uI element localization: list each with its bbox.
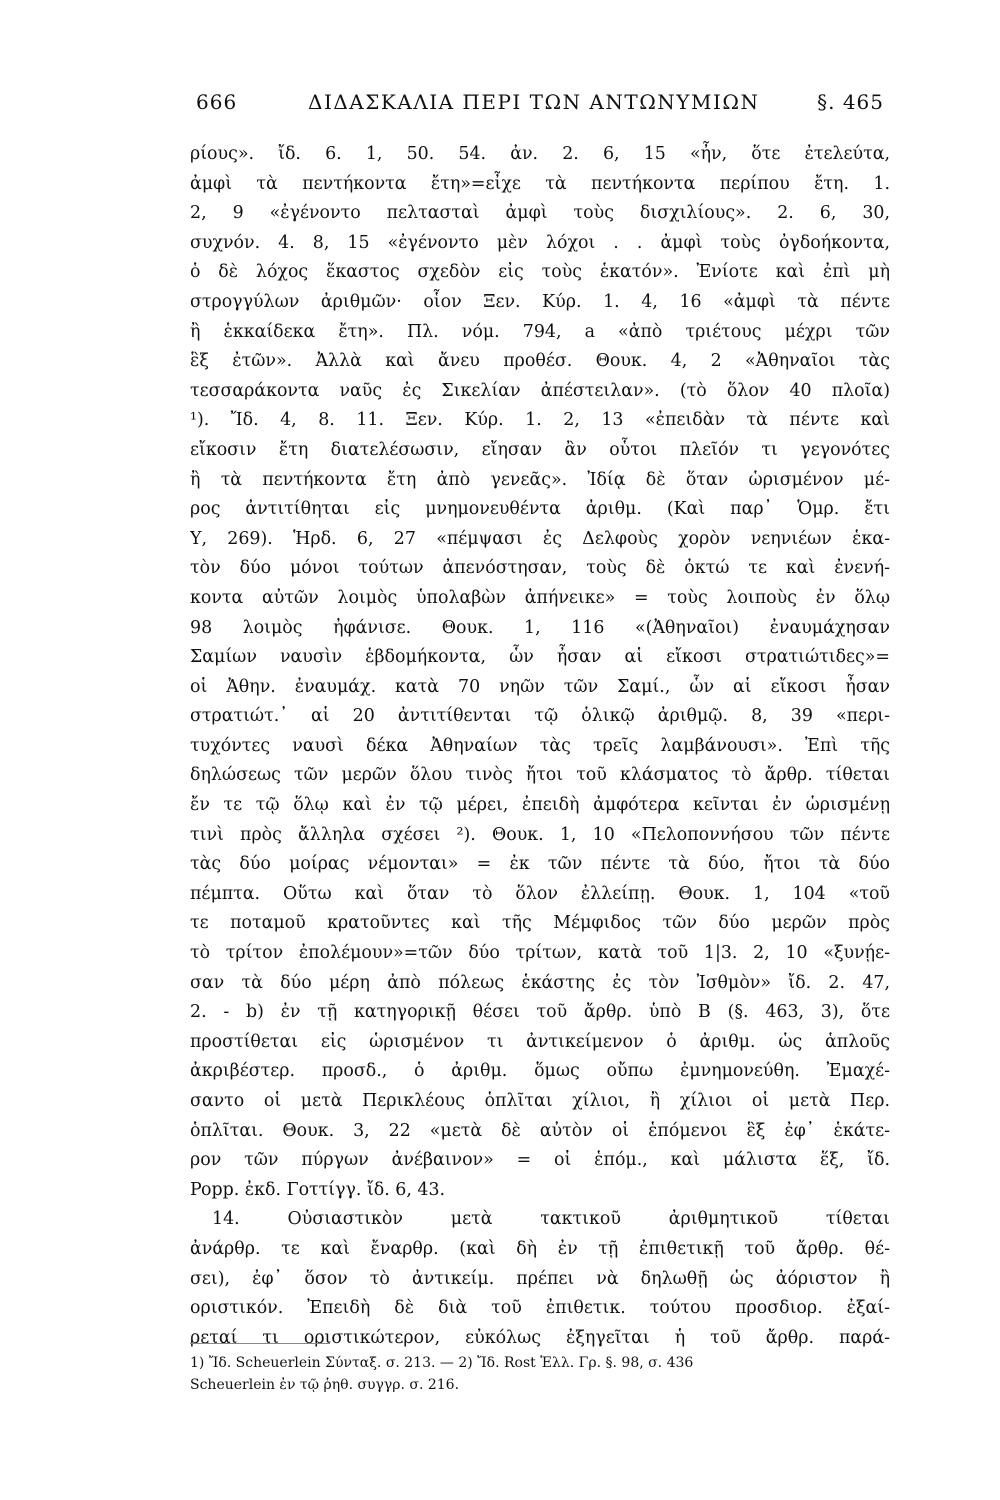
text-line: εἴκοσιν ἔτη διατελέσωσιν, εἴησαν ἂν οὗτοι πλεῖόν τι γεγονότες: [190, 439, 890, 460]
text-line: ρος ἀντιτίθηται εἰς μνημονευθέντα ἀριθμ. (Καὶ παρ᾽ Ὁμρ. ἔτι: [190, 499, 890, 520]
running-title: ΔΙΔΑΣΚΑΛΙΑ ΠΕΡΙ ΤΩΝ ΑΝΤΩΝΥΜΙΩΝ: [308, 90, 760, 114]
text-line: ἀμφὶ τὰ πεντήκοντα ἔτη»=εἶχε τὰ πεντήκοντα περίπου ἔτη. 1.: [190, 173, 890, 194]
text-line: σαντο οἱ μετὰ Περικλέους ὁπλῖται χίλιοι, ἢ χίλιοι οἱ μετὰ Περ.: [190, 1091, 890, 1111]
text-line: 2, 9 «ἐγένοντο πελτασταὶ ἀμφὶ τοὺς δισχιλίους». 2. 6, 30,: [190, 203, 890, 224]
text-line: κοντα αὐτῶν λοιμὸς ὑπολαβὼν ἀπήνεικε» = τοὺς λοιποὺς ἐν ὅλῳ: [190, 587, 890, 608]
footnote-rule: [190, 1343, 330, 1344]
text-line: ἀκριβέστερ. προσδ., ὁ ἀριθμ. ὅμως οὔπω ἐμνημονεύθη. Ἐμαχέ-: [190, 1061, 890, 1082]
text-line: ρον τῶν πύργων ἀνέβαινον» = οἱ ἑπόμ., καὶ μάλιστα ἕξ, ἴδ.: [190, 1150, 890, 1171]
text-line: Popp. ἐκδ. Γοττίγγ. ἴδ. 6, 43.: [190, 1179, 446, 1200]
text-line: συχνόν. 4. 8, 15 «ἐγένοντο μὲν λόχοι . . ἀμφὶ τοὺς ὀγδοήκοντα,: [190, 232, 890, 253]
text-line: τεσσαράκοντα ναῦς ἐς Σικελίαν ἀπέστειλαν». (τὸ ὅλον 40 πλοῖα): [190, 380, 890, 401]
text-line: τε ποταμοῦ κρατοῦντες καὶ τῆς Μέμφιδος τῶν δύο μερῶν πρὸς: [190, 913, 890, 934]
text-line: ἀνάρθρ. τε καὶ ἔναρθρ. (καὶ δὴ ἐν τῇ ἐπιθετικῇ τοῦ ἄρθρ. θέ-: [190, 1238, 890, 1259]
text-line: τὰς δύο μοίρας νέμονται» = ἐκ τῶν πέντε τὰ δύο, ἤτοι τὰ δύο: [190, 854, 890, 875]
text-line: ὁπλῖται. Θουκ. 3, 22 «μετὰ δὲ αὐτὸν οἱ ἑπόμενοι ἓξ ἐφ᾽ ἑκάτε-: [190, 1120, 890, 1141]
text-line: ἔν τε τῷ ὅλῳ καὶ ἐν τῷ μέρει, ἐπειδὴ ἀμφότερα κεῖνται ἐν ὡρισμένῃ: [190, 795, 890, 816]
text-line: οἱ Ἀθην. ἐναυμάχ. κατὰ 70 νηῶν τῶν Σαμί., ὧν αἱ εἴκοσι ἦσαν: [190, 676, 890, 697]
text-line: προστίθεται εἰς ὡρισμένον τι ἀντικείμενον ὁ ἀριθμ. ὡς ἁπλοῦς: [190, 1031, 890, 1052]
section-number: §. 465: [817, 90, 884, 114]
text-line: σαν τὰ δύο μέρη ἀπὸ πόλεως ἑκάστης ἐς τὸν Ἰσθμὸν» ἴδ. 2. 47,: [190, 972, 890, 993]
text-line: ¹). Ἴδ. 4, 8. 11. Ξεν. Κύρ. 1. 2, 13 «ἐπειδὰν τὰ πέντε καὶ: [190, 410, 890, 431]
footnote-line: 1) Ἴδ. Scheuerlein Σύνταξ. σ. 213. — 2) Ἴδ. Rost Ἑλλ. Γρ. §. 98, σ. 436: [190, 1355, 694, 1371]
text-line: Σαμίων ναυσὶν ἑβδομήκοντα, ὧν ἦσαν αἱ εἴκοσι στρατιώτιδες»=: [190, 647, 890, 668]
running-header: [196, 90, 884, 124]
text-line: 14. Οὐσιαστικὸν μετὰ τακτικοῦ ἀριθμητικοῦ τίθεται: [212, 1209, 890, 1230]
text-line: στρατιώτ.᾽ αἱ 20 ἀντιτίθενται τῷ ὁλικῷ ἀριθμῷ. 8, 39 «περι-: [190, 706, 890, 727]
text-line: τυχόντες ναυσὶ δέκα Ἀθηναίων τὰς τρεῖς λαμβάνουσι». Ἐπὶ τῆς: [190, 735, 890, 756]
footnotes: [190, 1352, 878, 1396]
text-line: σει), ἐφ᾽ ὅσον τὸ ἀντικείμ. πρέπει νὰ δηλωθῇ ὡς ἀόριστον ἢ: [190, 1268, 890, 1289]
text-line: ἢ ἑκκαίδεκα ἔτη». Πλ. νόμ. 794, a «ἀπὸ τριέτους μέχρι τῶν: [190, 321, 890, 342]
text-line: οριστικόν. Ἐπειδὴ δὲ διὰ τοῦ ἐπιθετικ. τούτου προσδιορ. ἐξαί-: [190, 1298, 890, 1319]
text-line: 2. - b) ἐν τῇ κατηγορικῇ θέσει τοῦ ἄρθρ. ὑπὸ B (§. 463, 3), ὅτε: [190, 1002, 890, 1023]
text-line: πέμπτα. Οὕτω καὶ ὅταν τὸ ὅλον ἐλλείπῃ. Θουκ. 1, 104 «τοῦ: [190, 883, 890, 904]
page-number: 666: [196, 90, 238, 114]
footnote-line: Scheuerlein ἐν τῷ ῥηθ. συγγρ. σ. 216.: [190, 1377, 460, 1393]
text-line: Υ, 269). Ἡρδ. 6, 27 «πέμψασι ἐς Δελφοὺς χορὸν νεηνιέων ἑκα-: [190, 528, 890, 549]
text-line: ὁ δὲ λόχος ἕκαστος σχεδὸν εἰς τοὺς ἑκατόν». Ἐνίοτε καὶ ἐπὶ μὴ: [190, 262, 890, 283]
body-text: [190, 140, 890, 1353]
text-line: ρίους». ἴδ. 6. 1, 50. 54. ἀν. 2. 6, 15 «ἦν, ὅτε ἐτελεύτα,: [190, 144, 890, 164]
text-line: στρογγύλων ἀριθμῶν· οἷον Ξεν. Κύρ. 1. 4, 16 «ἀμφὶ τὰ πέντε: [190, 291, 890, 312]
text-line: ρεταί τι οριστικώτερον, εὐκόλως ἐξηγεῖται ἡ τοῦ ἄρθρ. παρά-: [190, 1327, 890, 1348]
text-line: τὸ τρίτον ἐπολέμουν»=τῶν δύο τρίτων, κατὰ τοῦ 1|3. 2, 10 «ξυνῄε-: [190, 943, 890, 964]
text-line: τινὶ πρὸς ἄλληλα σχέσει ²). Θουκ. 1, 10 «Πελοποννήσου τῶν πέντε: [190, 824, 890, 845]
text-line: ἢ τὰ πεντήκοντα ἔτη ἀπὸ γενεᾶς». Ἰδίᾳ δὲ ὅταν ὡρισμένον μέ-: [190, 469, 890, 490]
text-line: 98 λοιμὸς ἠφάνισε. Θουκ. 1, 116 «(Ἀθηναῖοι) ἐναυμάχησαν: [190, 617, 890, 638]
text-line: ἓξ ἐτῶν». Ἀλλὰ καὶ ἄνευ προθέσ. Θουκ. 4, 2 «Ἀθηναῖοι τὰς: [190, 351, 890, 372]
text-line: δηλώσεως τῶν μερῶν ὅλου τινὸς ἤτοι τοῦ κλάσματος τὸ ἄρθρ. τίθεται: [190, 765, 890, 786]
text-line: τὸν δύο μόνοι τούτων ἀπενόστησαν, τοὺς δὲ ὀκτώ τε καὶ ἐνενή-: [190, 558, 890, 579]
